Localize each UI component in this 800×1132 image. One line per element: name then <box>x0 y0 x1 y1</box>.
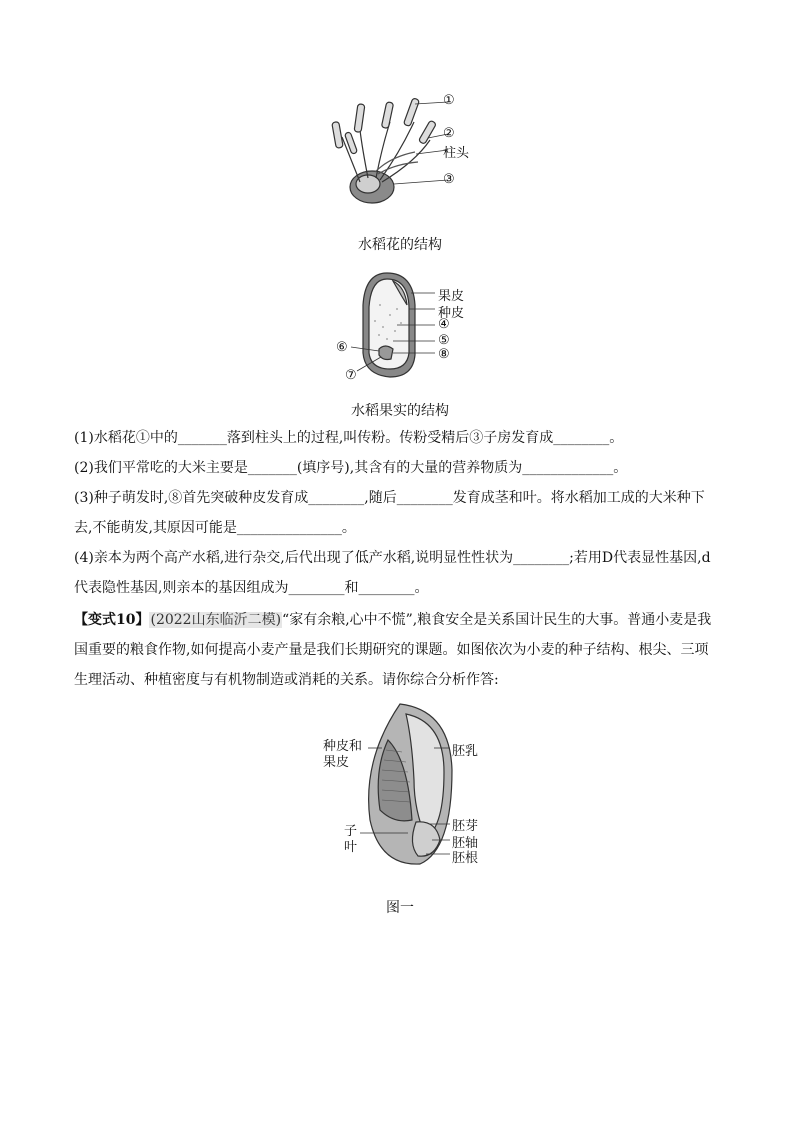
wheat-label-cotyledon-2: 叶 <box>344 840 358 855</box>
anther-shape <box>332 122 343 149</box>
question-3-line-2: 去,不能萌发,其原因可能是_______________。 <box>74 520 356 536</box>
question-3-line-1: (3)种子萌发时,⑧首先突破种皮发育成________,随后________发育成茎和叶。将水稻加工成的大米种下 <box>74 490 705 506</box>
fruit-label-seedcoat: 种皮 <box>438 306 465 321</box>
flower-label-3: ③ <box>443 172 455 187</box>
flower-caption: 水稻花的结构 <box>358 237 442 253</box>
wheat-label-endosperm: 胚乳 <box>452 744 479 759</box>
flower-label-1: ① <box>443 93 455 108</box>
fruit-label-4: ④ <box>438 317 450 332</box>
question-1: (1)水稻花①中的_______落到柱头上的过程,叫传粉。传粉受精后③子房发育成________。 <box>74 430 624 446</box>
question-4-line-1: (4)亲本为两个高产水稻,进行杂交,后代出现了低产水稻,说明显性性状为________;若用D代表显性基因,d <box>74 550 711 566</box>
fruit-label-pericarp: 果皮 <box>438 289 465 304</box>
fruit-label-7: ⑦ <box>345 368 357 383</box>
wheat-caption: 图一 <box>386 900 414 916</box>
fruit-label-6: ⑥ <box>336 340 348 355</box>
fruit-label-5: ⑤ <box>438 333 450 348</box>
variant-text-1: “家有余粮,心中不慌”,粮食安全是关系国计民生的大事。普通小麦是我 <box>282 612 712 628</box>
wheat-label-radicle: 胚根 <box>452 851 479 866</box>
flower-label-2: ② <box>443 126 455 141</box>
fruit-caption: 水稻果实的结构 <box>351 403 449 419</box>
wheat-seed-figure <box>360 700 460 868</box>
wheat-label-hypocotyl: 胚轴 <box>452 836 479 851</box>
wheat-label-coat-1: 种皮和 <box>323 739 363 754</box>
variant-line-2: 国重要的粮食作物,如何提高小麦产量是我们长期研究的课题。如图依次为小麦的种子结构、根尖、三项 <box>74 642 709 658</box>
rice-fruit-figure <box>335 265 475 385</box>
variant-source: (2022山东临沂二模) <box>150 612 282 628</box>
question-4-line-2: 代表隐性基因,则亲本的基因组成为________和________。 <box>74 580 429 596</box>
wheat-label-plumule: 胚芽 <box>452 819 479 834</box>
wheat-label-coat-2: 果皮 <box>323 755 350 770</box>
variant-line-1 <box>74 610 734 630</box>
variant-line-3: 生理活动、种植密度与有机物制造或消耗的关系。请你综合分析作答: <box>74 672 499 688</box>
question-2: (2)我们平常吃的大米主要是_______(填序号),其含有的大量的营养物质为_____________。 <box>74 460 628 476</box>
fruit-label-8: ⑧ <box>438 347 450 362</box>
flower-label-stigma: 柱头 <box>443 146 470 161</box>
variant-tag: 【变式10】 <box>74 612 150 628</box>
wheat-label-cotyledon-1: 子 <box>344 824 358 839</box>
